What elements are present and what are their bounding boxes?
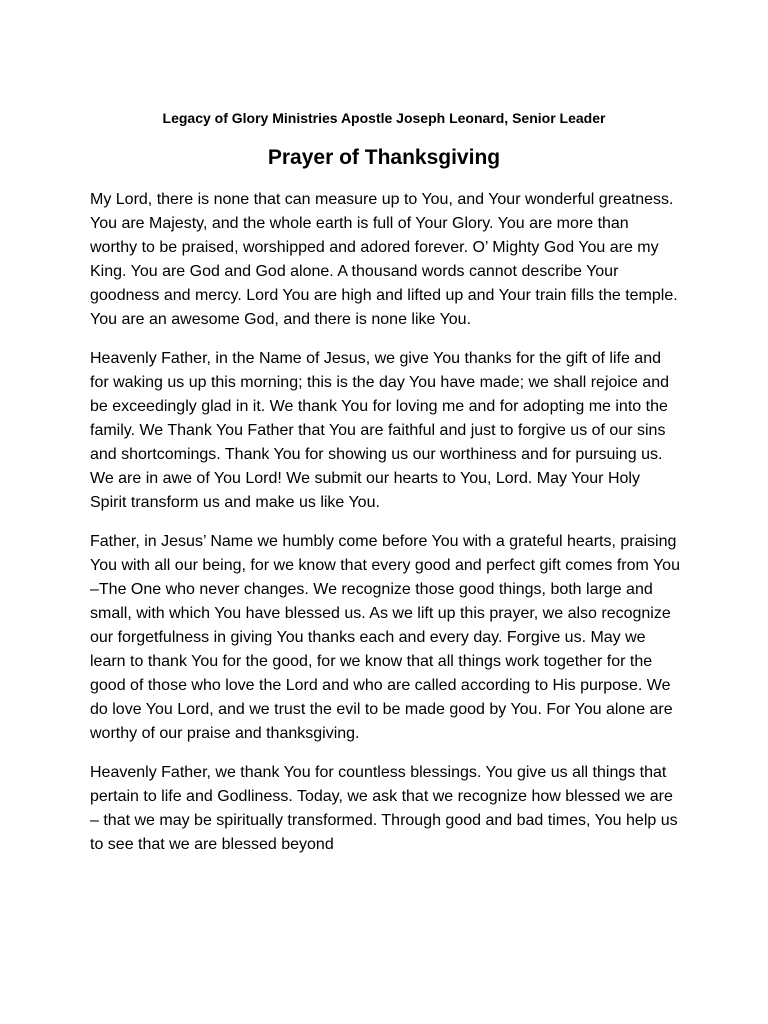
- paragraph-3: Father, in Jesus’ Name we humbly come before You with a grateful hearts, praising You with all our being, for we know that every good and perfect gift comes from You –The One who never changes. We recognize those good things, both large and small, with which You have blessed us. As we lift up this prayer, we also recognize our forgetfulness in giving You thanks each and every day. Forgive us. May we learn to thank You for the good, for we know that all things work together for the good of those who love the Lord and who are called according to His purpose. We do love You Lord, and we trust the evil to be made good by You. For You alone are worthy of our praise and thanksgiving.: [90, 533, 680, 742]
- paragraph-4: Heavenly Father, we thank You for countless blessings. You give us all things that pertain to life and Godliness. Today, we ask that we recognize how blessed we are – that we may be spiritually transformed. Through good and bad times, You help us to see that we are blessed beyond: [90, 764, 678, 853]
- document-header: Legacy of Glory Ministries Apostle Joseph Leonard, Senior Leader: [162, 110, 606, 126]
- document-title: Prayer of Thanksgiving: [267, 146, 501, 169]
- document-body: [90, 188, 678, 857]
- paragraph-2: Heavenly Father, in the Name of Jesus, we give You thanks for the gift of life and for waking us up this morning; this is the day You have made; we shall rejoice and be exceedingly glad in it. We thank You for loving me and for adopting me into the family. We Thank You Father that You are faithful and just to forgive us of our sins and shortcomings. Thank You for showing us our worthiness and for pursuing us. We are in awe of You Lord! We submit our hearts to You, Lord. May Your Holy Spirit transform us and make us like You.: [90, 350, 669, 511]
- paragraph-1: My Lord, there is none that can measure up to You, and Your wonderful greatness. You are Majesty, and the whole earth is full of Your Glory. You are more than worthy to be praised, worshipped and adored forever. O’ Mighty God You are my King. You are God and God alone. A thousand words cannot describe Your goodness and mercy. Lord You are high and lifted up and Your train fills the temple. You are an awesome God, and there is none like You.: [90, 191, 678, 328]
